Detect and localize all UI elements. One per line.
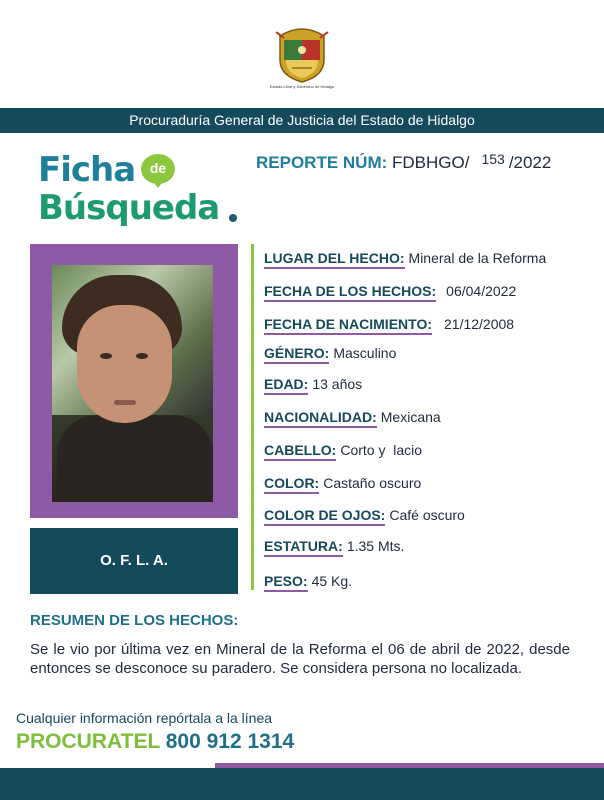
field-value: Mineral de la Reforma xyxy=(408,250,547,266)
field-estatura xyxy=(264,538,404,554)
field-nacionalidad xyxy=(264,409,441,425)
state-seal-icon xyxy=(272,26,332,84)
field-fecha-hechos xyxy=(264,283,516,299)
contact-line: Cualquier información repórtala a la línea xyxy=(16,710,273,726)
field-fecha-nacimiento xyxy=(264,316,514,332)
report-label: REPORTE NÚM: xyxy=(256,153,388,172)
photo-eye-left xyxy=(100,353,112,359)
field-label: LUGAR DEL HECHO: xyxy=(264,250,405,269)
procuratel-line xyxy=(16,730,294,754)
field-value: Corto y lacio xyxy=(340,442,423,458)
field-lugar xyxy=(264,250,546,266)
field-label: COLOR: xyxy=(264,475,319,494)
person-name-box: O. F. L. A. xyxy=(30,528,238,594)
report-prefix: FDBHGO/ xyxy=(392,153,470,172)
field-label: CABELLO: xyxy=(264,442,336,461)
field-value: 21/12/2008 xyxy=(444,316,515,332)
photo-face xyxy=(77,305,172,423)
footer-band xyxy=(0,768,604,800)
report-number xyxy=(256,153,551,173)
procuratel-phone[interactable]: 800 912 1314 xyxy=(165,730,295,753)
field-value: 45 Kg. xyxy=(311,573,353,589)
field-value: 13 años xyxy=(312,376,363,392)
photo-eye-right xyxy=(136,353,148,359)
field-genero xyxy=(264,345,396,361)
logo-bubble-tail xyxy=(151,179,165,188)
field-cabello xyxy=(264,442,422,458)
field-value: 06/04/2022 xyxy=(446,283,517,299)
field-color-ojos xyxy=(264,507,465,523)
resumen-body: Se le vio por última vez en Mineral de la Reforma el 06 de abril de 2022, desde entonces se desconoce su paradero. Se considera persona no localizada. xyxy=(30,641,570,677)
missing-person-photo xyxy=(52,265,213,502)
field-label: FECHA DE NACIMIENTO: xyxy=(264,316,432,335)
field-label: PESO: xyxy=(264,573,308,592)
field-value: Café oscuro xyxy=(389,507,465,523)
field-label: FECHA DE LOS HECHOS: xyxy=(264,283,436,302)
field-value: 1.35 Mts. xyxy=(346,538,405,554)
field-color xyxy=(264,475,421,491)
procuratel-name: PROCURATEL xyxy=(16,730,160,753)
logo-busqueda-word: Búsqueda xyxy=(38,188,220,228)
photo-frame xyxy=(30,244,238,518)
header-band xyxy=(0,108,604,133)
logo-ficha-word: Ficha xyxy=(38,150,136,190)
field-label: GÉNERO: xyxy=(264,345,329,364)
report-year: /2022 xyxy=(508,153,552,172)
field-edad xyxy=(264,376,362,392)
report-num: 153 xyxy=(481,151,505,167)
field-value: Castaño oscuro xyxy=(323,475,422,491)
logo-dot xyxy=(229,214,237,222)
photo-mouth xyxy=(114,400,136,405)
field-label: ESTATURA: xyxy=(264,538,343,557)
ficha-logo xyxy=(38,150,243,230)
field-peso xyxy=(264,573,352,589)
field-value: Mexicana xyxy=(380,409,441,425)
field-label: NACIONALIDAD: xyxy=(264,409,377,428)
field-label: COLOR DE OJOS: xyxy=(264,507,385,526)
header-title: Procuraduría General de Justicia del Estado de Hidalgo xyxy=(129,112,475,128)
seal-caption: Estado Libre y Soberano de Hidalgo xyxy=(269,84,335,89)
green-divider xyxy=(251,244,254,590)
logo-de-bubble: de xyxy=(141,154,175,184)
resumen-title: RESUMEN DE LOS HECHOS: xyxy=(30,612,239,629)
field-label: EDAD: xyxy=(264,376,308,395)
field-value: Masculino xyxy=(333,345,397,361)
photo-shirt xyxy=(57,415,213,502)
